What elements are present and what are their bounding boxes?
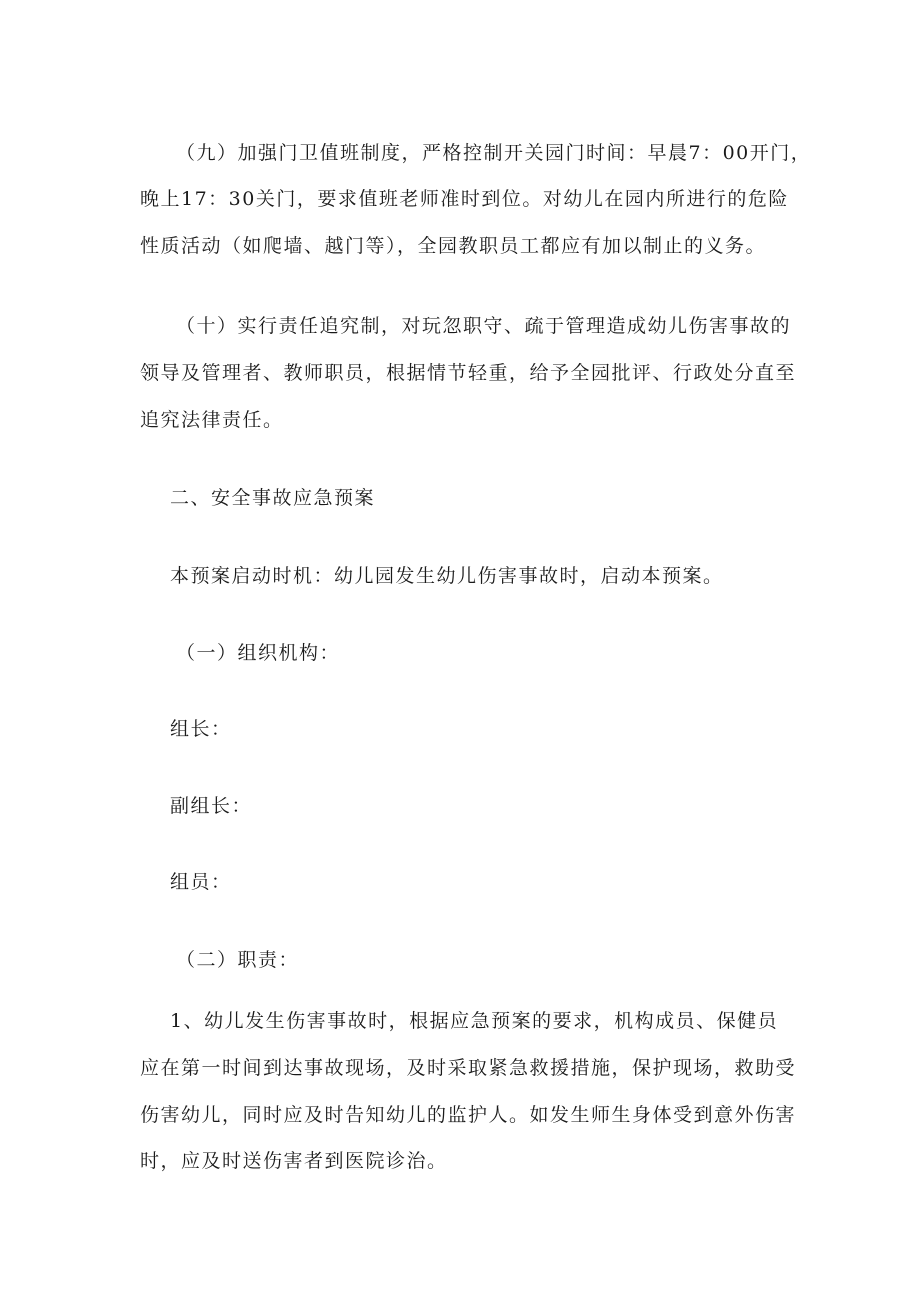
paragraph-item-10-line-2: 领导及管理者、教师职员，根据情节轻重，给予全园批评、行政处分直至 — [140, 362, 797, 384]
subheading-duties: （二）职责： — [176, 949, 300, 971]
paragraph-item-9-line-3: 性质活动（如爬墙、越门等），全园教职员工都应有加以制止的义务。 — [140, 235, 767, 257]
field-leader-label: 组长： — [170, 718, 232, 740]
paragraph-item-10-line-3: 追究法律责任。 — [140, 409, 284, 431]
paragraph-plan-trigger: 本预案启动时机：幼儿园发生幼儿伤害事故时，启动本预案。 — [170, 565, 724, 587]
section-heading-emergency-plan: 二、安全事故应急预案 — [170, 487, 376, 509]
paragraph-duty-1-line-1: 1、幼儿发生伤害事故时，根据应急预案的要求，机构成员、保健员 — [170, 1010, 779, 1032]
paragraph-duty-1-line-4: 时，应及时送伤害者到医院诊治。 — [140, 1150, 448, 1172]
field-deputy-leader-label: 副组长： — [170, 795, 253, 817]
paragraph-item-9-line-1: （九）加强门卫值班制度，严格控制开关园门时间：早晨7：00开门， — [176, 142, 812, 164]
paragraph-duty-1-line-2: 应在第一时间到达事故现场，及时采取紧急救援措施，保护现场，救助受 — [140, 1057, 797, 1079]
paragraph-duty-1-line-3: 伤害幼儿，同时应及时告知幼儿的监护人。如发生师生身体受到意外伤害 — [140, 1104, 797, 1126]
subheading-organization: （一）组织机构： — [176, 642, 341, 664]
field-members-label: 组员： — [170, 871, 232, 893]
paragraph-item-9-line-2: 晚上17：30关门，要求值班老师准时到位。对幼儿在园内所进行的危险 — [140, 188, 789, 210]
paragraph-item-10-line-1: （十）实行责任追究制，对玩忽职守、疏于管理造成幼儿伤害事故的 — [176, 315, 792, 337]
